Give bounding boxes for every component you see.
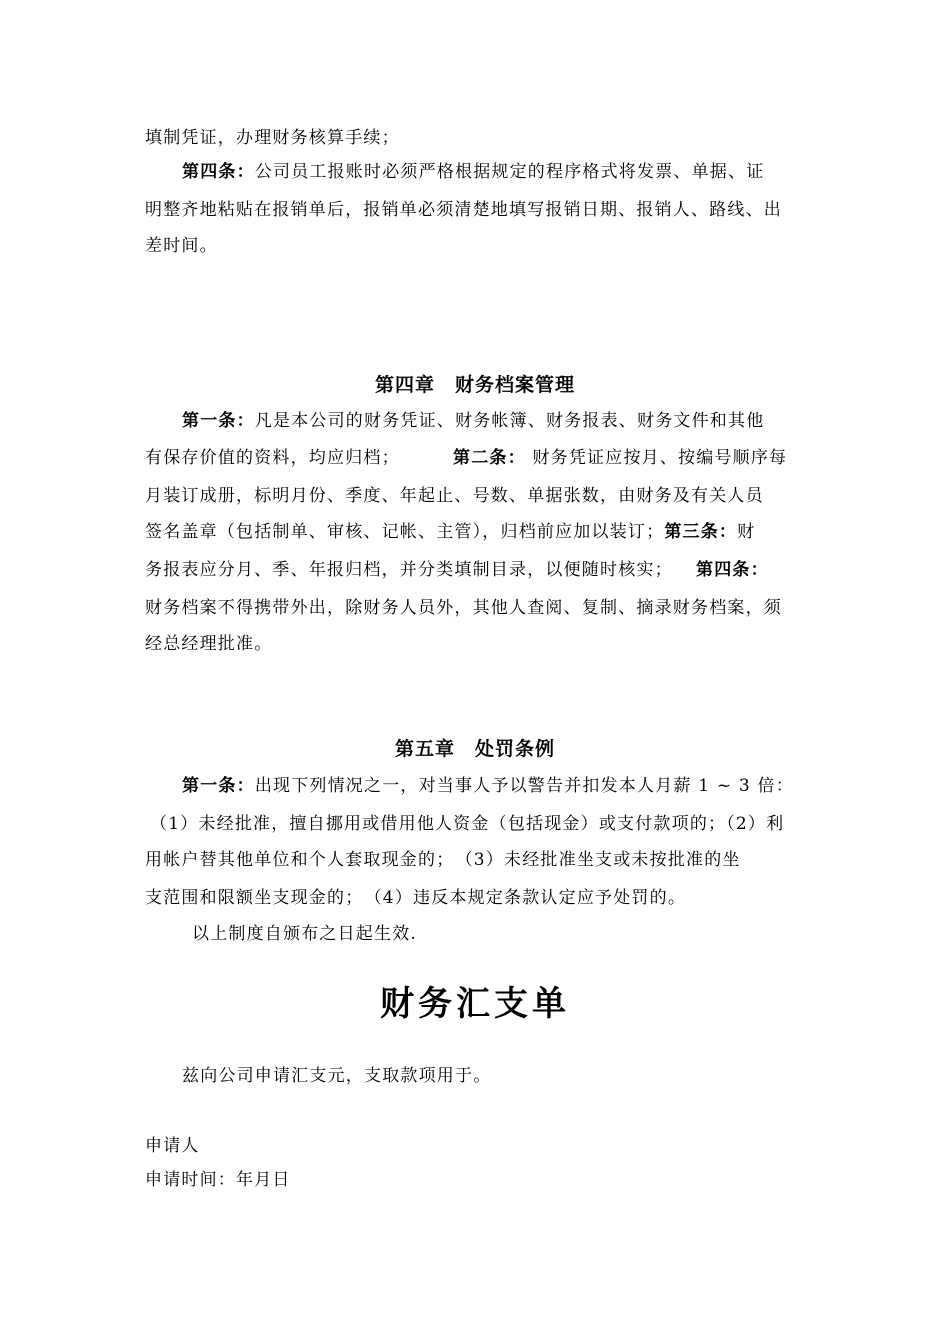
article-label: 第四条： (182, 162, 255, 182)
chapter-4-line-4 (145, 520, 815, 544)
chapter-5-heading: 第五章 处罚条例 (394, 738, 555, 760)
apply-time-label (145, 1168, 815, 1192)
text: 财务档案不得携带外出，除财务人员外，其他人查阅、复制、摘录财务档案，须 (145, 598, 782, 618)
chapter-4-line-5 (145, 558, 815, 582)
chapter-4-line-3 (145, 484, 815, 508)
text: 出现下列情况之一，对当事人予以警告并扣发本人月薪 1 ~ 3 倍： (254, 776, 794, 796)
chapter-4-line-1 (182, 409, 852, 433)
paragraph-line (145, 198, 815, 222)
text: 申请时间：年月日 (145, 1170, 291, 1190)
article-label: 第一条： (182, 411, 255, 431)
article-4-line (182, 160, 852, 184)
article-label: 第三条： (664, 522, 738, 542)
paragraph-line (145, 234, 815, 258)
text: 财务凭证应按月、按编号顺序每 (532, 448, 788, 468)
article-label: 第一条： (182, 776, 255, 796)
text: 签名盖章（包括制单、审核、记帐、主管），归档前应加以装订； (145, 522, 665, 542)
applicant-label (145, 1134, 815, 1158)
text: 用帐户替其他单位和个人套取现金的； （3）未经批准坐支或未按批准的坐 (145, 850, 741, 870)
remittance-body (182, 1064, 852, 1088)
article-label: 第四条： (696, 560, 769, 580)
text: 财 (737, 522, 756, 542)
chapter-5-line-4 (145, 886, 815, 910)
text: 申请人 (145, 1136, 200, 1156)
text: 月装订成册，标明月份、季度、年起止、号数、单据张数，由财务及有关人员 (145, 486, 764, 506)
text: 公司员工报账时必须严格根据规定的程序格式将发票、单据、证 (254, 162, 765, 182)
chapter-5-line-2 (150, 812, 820, 836)
text: 以上制度自颁布之日起生效. (192, 924, 418, 944)
text: 经总经理批准。 (145, 634, 273, 654)
text: 差时间。 (145, 236, 218, 256)
chapter-5-line-3 (145, 848, 815, 872)
chapter-4-line-7 (145, 632, 815, 656)
chapter-5-line-1 (182, 774, 852, 798)
chapter-4-line-6 (145, 596, 815, 620)
chapter-4-line-2 (145, 446, 815, 470)
effective-clause (192, 922, 862, 946)
text: 兹向公司申请汇支元，支取款项用于。 (182, 1066, 492, 1086)
text: 有保存价值的资料，均应归档； (145, 448, 400, 468)
chapter-4-heading: 第四章 财务档案管理 (374, 374, 575, 396)
text: 支范围和限额坐支现金的； （4）违反本规定条款认定应予处罚的。 (145, 888, 687, 908)
text: 凡是本公司的财务凭证、财务帐簿、财务报表、财务文件和其他 (254, 411, 765, 431)
remittance-title: 财务汇支单 (380, 984, 570, 1024)
paragraph-line (145, 126, 815, 150)
text: 务报表应分月、季、年报归档，并分类填制目录，以便随时核实； (145, 560, 673, 580)
article-label: 第二条： (453, 448, 526, 468)
text: （1）未经批准，擅自挪用或借用他人资金（包括现金）或支付款项的；（2）利 (150, 814, 785, 834)
text: 填制凭证，办理财务核算手续； (145, 128, 400, 148)
text: 明整齐地粘贴在报销单后，报销单必须清楚地填写报销日期、报销人、路线、出 (145, 200, 782, 220)
